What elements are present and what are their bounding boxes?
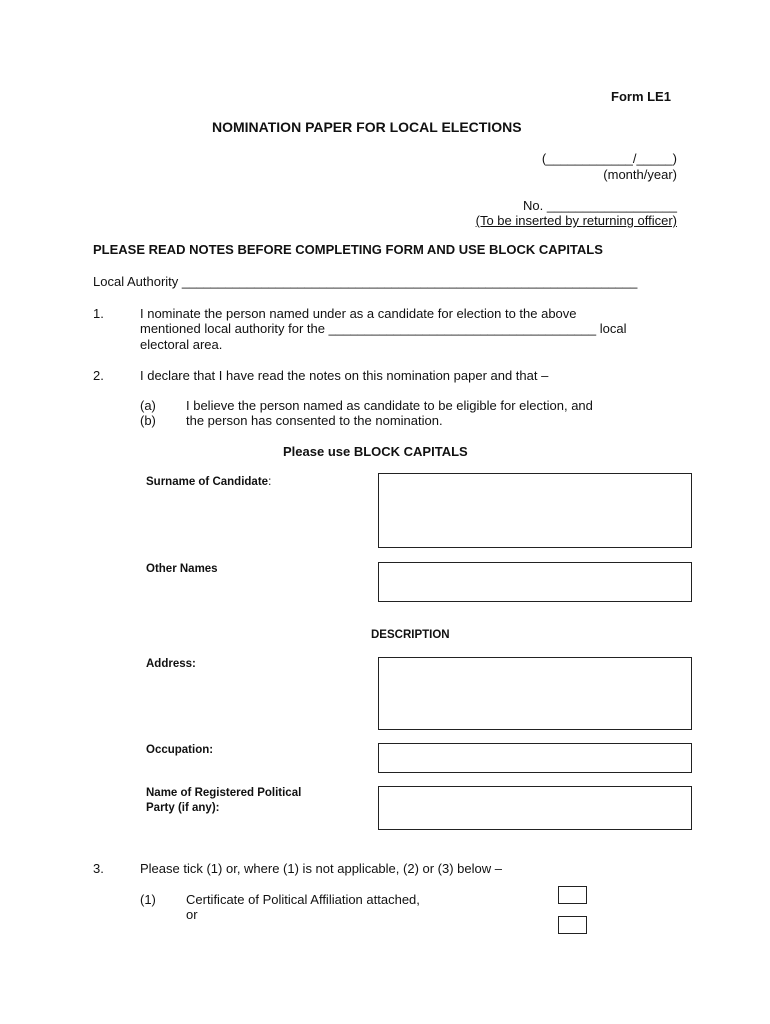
other-names-input-box[interactable] bbox=[378, 562, 692, 602]
item-b-label: (b) bbox=[140, 413, 156, 428]
item-b-text: the person has consented to the nomination. bbox=[186, 413, 443, 428]
item-a-text: I believe the person named as candidate to be eligible for election, and bbox=[186, 398, 593, 413]
date-hint: (month/year) bbox=[603, 167, 677, 182]
section-2-text: I declare that I have read the notes on this nomination paper and that – bbox=[140, 368, 549, 383]
number-field: No. __________________ bbox=[523, 198, 677, 213]
date-blank: (____________/_____) bbox=[541, 151, 677, 166]
address-input-box[interactable] bbox=[378, 657, 692, 730]
section-1-number: 1. bbox=[93, 306, 104, 321]
surname-label bbox=[146, 476, 271, 488]
section-1-line-3: electoral area. bbox=[140, 337, 223, 352]
surname-label-text: Surname of Candidate bbox=[146, 476, 269, 488]
section-2-number: 2. bbox=[93, 368, 104, 383]
party-label-line-2: Party (if any): bbox=[146, 802, 220, 814]
local-authority-field: Local Authority _______________________________________________________________ bbox=[93, 274, 638, 289]
page-title: NOMINATION PAPER FOR LOCAL ELECTIONS bbox=[212, 119, 522, 135]
item-a-label: (a) bbox=[140, 398, 156, 413]
instructions: PLEASE READ NOTES BEFORE COMPLETING FORM AND USE BLOCK CAPITALS bbox=[93, 242, 603, 257]
section-1-line-2: mentioned local authority for the _____________________________________ local bbox=[140, 321, 627, 336]
surname-label-colon: : bbox=[268, 476, 272, 488]
description-heading: DESCRIPTION bbox=[371, 629, 450, 641]
occupation-input-box[interactable] bbox=[378, 743, 692, 773]
number-hint: (To be inserted by returning officer) bbox=[475, 213, 677, 228]
section-3-text: Please tick (1) or, where (1) is not applicable, (2) or (3) below – bbox=[140, 861, 502, 876]
party-input-box[interactable] bbox=[378, 786, 692, 830]
section-3-number: 3. bbox=[93, 861, 104, 876]
option-2-checkbox[interactable] bbox=[558, 916, 587, 934]
surname-input-box[interactable] bbox=[378, 473, 692, 548]
occupation-label: Occupation: bbox=[146, 744, 214, 756]
option-1-checkbox[interactable] bbox=[558, 886, 587, 904]
option-1-or: or bbox=[186, 907, 198, 922]
section-1-line-1: I nominate the person named under as a candidate for election to the above bbox=[140, 306, 577, 321]
form-code: Form LE1 bbox=[611, 89, 671, 104]
option-1-label: (1) bbox=[140, 892, 156, 907]
other-names-label: Other Names bbox=[146, 563, 218, 575]
address-label: Address: bbox=[146, 658, 196, 670]
party-label-line-1: Name of Registered Political bbox=[146, 787, 302, 799]
option-1-text: Certificate of Political Affiliation attached, bbox=[186, 892, 420, 907]
block-capitals-heading: Please use BLOCK CAPITALS bbox=[283, 444, 468, 459]
